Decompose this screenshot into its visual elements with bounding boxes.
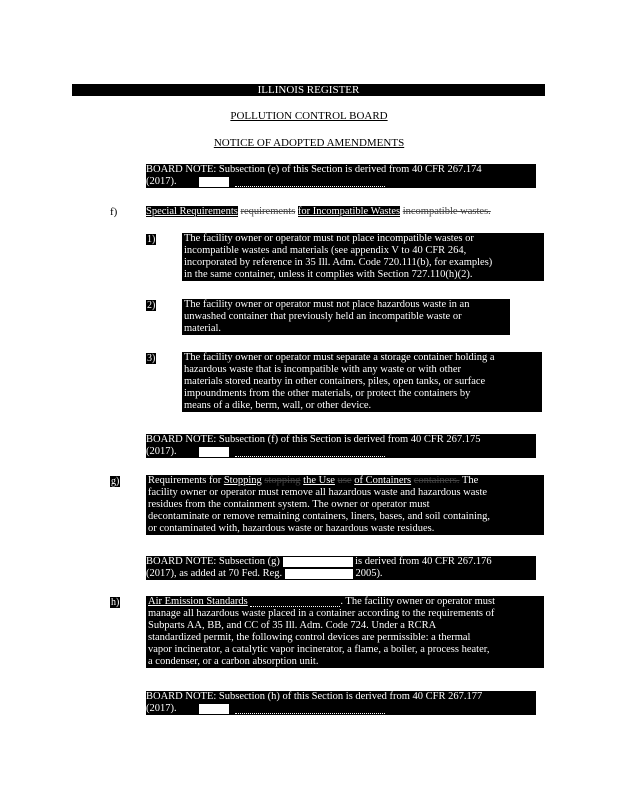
register-header: ILLINOIS REGISTER	[72, 84, 545, 96]
section-g-text: Requirements for Stopping stopping the Use use of Containers containers. The facility owner or operator must remove all hazardous waste and hazardous waste residues from the containment system. The owner or operator must decontaminate or remove remaining containers, liners, bases, and soil containing, or contaminated with, hazardous waste or hazardous waste residues.	[146, 475, 544, 535]
board-note-e: BOARD NOTE: Subsection (e) of this Section is derived from 40 CFR 267.174 (2017).	[146, 164, 536, 188]
section-h-label: h)	[111, 597, 120, 608]
item-2-text: The facility owner or operator must not place hazardous waste in an unwashed container that previously held an incompatible waste or material.	[182, 299, 510, 335]
section-g-label: g)	[111, 476, 120, 487]
board-note-g: BOARD NOTE: Subsection (g) is derived from 40 CFR 267.176 (2017), as added at 70 Fed. Reg. 2005).	[146, 556, 536, 580]
item-1-text: The facility owner or operator must not place incompatible wastes or incompatible wastes and materials (see appendix V to 40 CFR 264, incorporated by reference in 35 Ill. Adm. Code 720.111(b), for examples) in the same container, unless it complies with Section 727.110(h)(2).	[182, 233, 544, 281]
item-3-text: The facility owner or operator must separate a storage container holding a hazardous waste that is incompatible with any waste or with other materials stored nearby in other containers, piles, open tanks, or surface impoundments from the other materials, or protect the containers by means of a dike, berm, wall, or other device.	[182, 352, 542, 412]
item-1-label: 1)	[147, 234, 156, 245]
board-note-h: BOARD NOTE: Subsection (h) of this Section is derived from 40 CFR 267.177 (2017).	[146, 691, 536, 715]
section-h-text: Air Emission Standards . The facility owner or operator must manage all hazardous waste placed in a container according to the requirements of Subparts AA, BB, and CC of 35 Ill. Adm. Code 724. Under a RCRA standardized permit, the following control devices are permissible: a thermal vapor incinerator, a catalytic vapor incinerator, a flame, a boiler, a process heater, a condenser, or a carbon absorption unit.	[146, 596, 544, 668]
section-f-label: f)	[110, 206, 118, 218]
section-f-heading: Special Requirements requirements for Incompatible Wastes incompatible wastes.	[146, 206, 491, 217]
notice-title: NOTICE OF ADOPTED AMENDMENTS	[213, 137, 405, 149]
board-note-f: BOARD NOTE: Subsection (f) of this Section is derived from 40 CFR 267.175 (2017).	[146, 434, 536, 458]
item-2-label: 2)	[147, 300, 156, 311]
board-title: POLLUTION CONTROL BOARD	[230, 110, 388, 122]
item-3-label: 3)	[147, 353, 156, 364]
